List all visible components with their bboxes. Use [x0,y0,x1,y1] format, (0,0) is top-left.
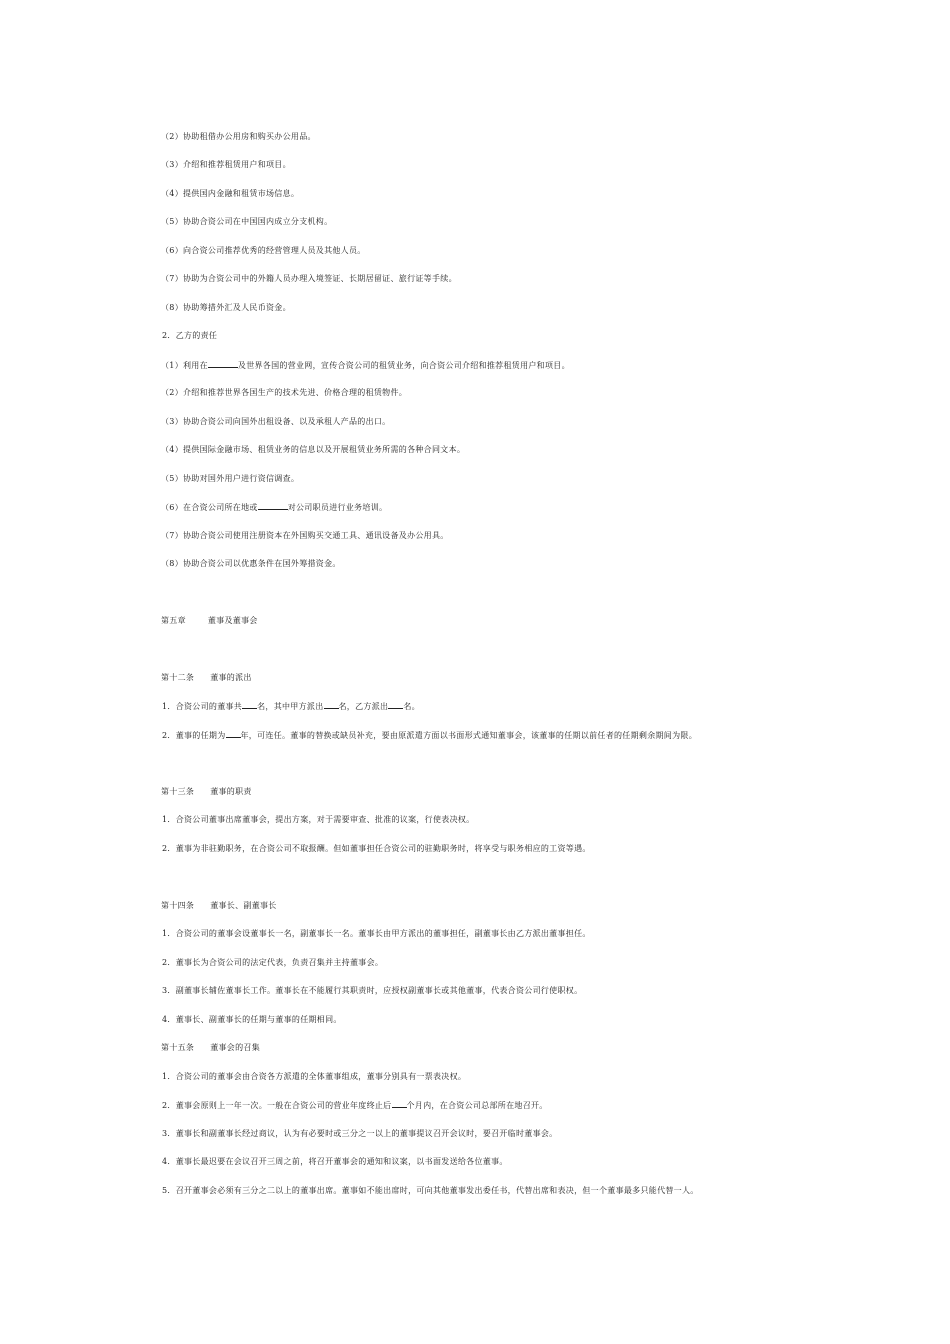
article-15-para-3: 3．董事长和副董事长经过商议，认为有必要时或三分之一以上的董事提议召开会议时，要召开临时董事会。 [162,1129,558,1138]
party-a-item-3: （3）介绍和推荐租赁用户和项目。 [161,160,291,169]
text: 2．董事的任期为 [162,731,226,740]
article-15-heading [161,1042,260,1054]
fill-blank [208,359,238,368]
party-b-item-2: （2）介绍和推荐世界各国生产的技术先进、价格合理的租赁物件。 [161,388,408,397]
article-title: 董事会的召集 [210,1043,261,1052]
party-b-item-8: （8）协助合资公司以优惠条件在国外筹措资金。 [161,559,341,568]
text: 名，其中甲方派出 [257,702,324,711]
article-title: 董事的职责 [210,787,252,796]
party-b-item-6-text-a: （6）在合资公司所在地或 [161,503,258,512]
fill-blank [258,501,288,510]
article-title: 董事的派出 [210,673,252,682]
article-12-para-2 [162,729,697,742]
party-b-item-6-text-b: 对公司职员进行业务培训。 [287,503,388,512]
text: 个月内，在合资公司总部所在地召开。 [406,1101,548,1110]
article-13-heading [161,786,252,798]
fill-blank [324,700,339,709]
article-15-para-5: 5．召开董事会必须有三分之二以上的董事出席。董事如不能出席时，可向其他董事发出委任书，代替出席和表决，但一个董事最多只能代替一人。 [162,1186,699,1195]
article-15-para-2 [162,1099,548,1112]
article-15-para-1: 1．合资公司的董事会由合资各方派遣的全体董事组成，董事分别具有一票表决权。 [162,1072,467,1081]
article-13-para-1: 1．合资公司董事出席董事会，提出方案，对于需要审查、批准的议案，行使表决权。 [162,815,475,824]
party-a-item-2: （2）协助租借办公用房和购买办公用品。 [161,132,316,141]
text: 名，乙方派出 [338,702,389,711]
party-a-item-5: （5）协助合资公司在中国国内成立分支机构。 [161,217,333,226]
text: 年，可连任。董事的替换或缺员补充，要由原派遣方面以书面形式通知董事会，该董事的任期以前任者的任期剩余期间为限。 [240,731,697,740]
article-14-heading [161,900,277,912]
chapter-title: 董事及董事会 [207,616,258,625]
article-14-para-2: 2．董事长为合资公司的法定代表，负责召集并主持董事会。 [162,958,384,967]
article-13-para-2: 2．董事为非驻勤职务，在合资公司不取报酬。但如董事担任合资公司的驻勤职务时，将享受与职务相应的工资等遇。 [162,844,591,853]
text: 名。 [403,702,420,711]
party-b-item-5: （5）协助对国外用户进行资信调查。 [161,474,300,483]
party-a-item-8: （8）协助筹措外汇及人民币资金。 [161,303,291,312]
fill-blank [242,700,257,709]
article-15-para-4: 4．董事长最迟要在会议召开三周之前，将召开董事会的通知和议案，以书面发送给各位董事。 [162,1157,508,1166]
party-a-item-6: （6）向合资公司推荐优秀的经营管理人员及其他人员。 [161,246,366,255]
chapter-number: 第五章 [161,616,186,625]
article-14-para-3: 3．副董事长辅佐董事长工作。董事长在不能履行其职责时，应授权副董事长或其他董事，代表合资公司行使职权。 [162,986,583,995]
text: 2．董事会原则上一年一次。一般在合资公司的营业年度终止后 [162,1101,392,1110]
text: 1．合资公司的董事共 [162,702,243,711]
article-title: 董事长、副董事长 [210,901,277,910]
fill-blank [392,1099,407,1108]
fill-blank [226,729,241,738]
party-a-item-4: （4）提供国内金融和租赁市场信息。 [161,189,300,198]
party-b-item-3: （3）协助合资公司向国外出租设备、以及承租人产品的出口。 [161,417,391,426]
party-b-item-1-text-a: （1）利用在 [161,361,208,370]
party-b-item-4: （4）提供国际金融市场、租赁业务的信息以及开展租赁业务所需的各种合同文本。 [161,445,466,454]
party-b-heading: 2．乙方的责任 [162,331,218,340]
party-b-item-6 [161,501,387,514]
article-12-para-1 [162,700,420,713]
article-14-para-4: 4．董事长、副董事长的任期与董事的任期相同。 [162,1015,342,1024]
party-b-item-1 [161,359,570,372]
article-14-para-1: 1．合资公司的董事会设董事长一名，副董事长一名。董事长由甲方派出的董事担任，副董事长由乙方派出董事担任。 [162,929,591,938]
article-number: 第十五条 [161,1043,195,1052]
article-number: 第十二条 [161,673,195,682]
fill-blank [388,700,403,709]
party-b-item-1-text-b: 及世界各国的营业网，宣传合资公司的租赁业务，向合资公司介绍和推荐租赁用户和项目。 [237,361,570,370]
article-12-heading [161,672,252,684]
chapter-heading [161,615,258,627]
party-b-item-7: （7）协助合资公司使用注册资本在外国购买交通工具、通讯设备及办公用具。 [161,531,449,540]
party-a-item-7: （7）协助为合资公司中的外籍人员办理入境签证、长期居留证、旅行证等手续。 [161,274,457,283]
article-number: 第十三条 [161,787,195,796]
article-number: 第十四条 [161,901,195,910]
